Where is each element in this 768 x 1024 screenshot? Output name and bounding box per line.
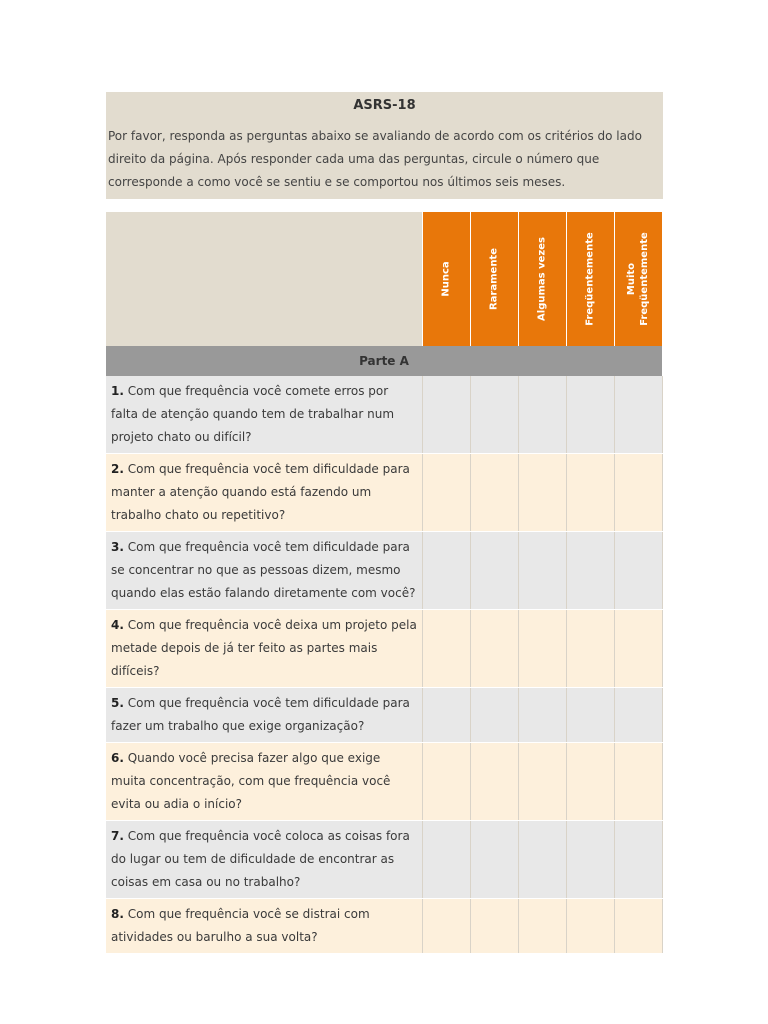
- column-label: Raramente: [488, 248, 500, 311]
- answer-cell[interactable]: [422, 743, 470, 821]
- question-text: Com que frequência você deixa um projeto pela metade depois de já ter feito as partes mais difíceis?: [111, 618, 417, 678]
- answer-cell[interactable]: [470, 532, 518, 610]
- question-cell: [106, 610, 422, 688]
- answer-cell[interactable]: [518, 376, 566, 454]
- column-header-muito-frequentemente: [614, 212, 662, 346]
- answer-cell[interactable]: [566, 821, 614, 899]
- answer-cell[interactable]: [518, 688, 566, 743]
- question-number: 6.: [111, 751, 124, 765]
- questionnaire-table: [106, 212, 663, 954]
- answer-cell[interactable]: [422, 532, 470, 610]
- answer-cell[interactable]: [614, 743, 662, 821]
- question-number: 1.: [111, 384, 124, 398]
- answer-cell[interactable]: [422, 688, 470, 743]
- header-row: [106, 212, 662, 346]
- column-header-frequentemente: [566, 212, 614, 346]
- question-number: 5.: [111, 696, 124, 710]
- table-row: [106, 899, 662, 954]
- question-cell: [106, 821, 422, 899]
- question-cell: [106, 376, 422, 454]
- question-cell: [106, 899, 422, 954]
- column-label: Muito Freqüentemente: [626, 232, 650, 326]
- answer-cell[interactable]: [614, 376, 662, 454]
- question-number: 3.: [111, 540, 124, 554]
- answer-cell[interactable]: [518, 454, 566, 532]
- instructions-text: Por favor, responda as perguntas abaixo se avaliando de acordo com os critérios do lado direito da página. Após responder cada uma das perguntas, circule o número que corresponde a como você se sentiu e se comportou nos últimos seis meses.: [108, 129, 642, 189]
- column-header-algumas-vezes: [518, 212, 566, 346]
- question-cell: [106, 532, 422, 610]
- answer-cell[interactable]: [614, 454, 662, 532]
- answer-cell[interactable]: [518, 899, 566, 954]
- section-row: [106, 346, 662, 376]
- column-label: Algumas vezes: [536, 237, 548, 321]
- section-title: Parte A: [106, 346, 662, 376]
- column-label: Freqüentemente: [584, 232, 596, 326]
- answer-cell[interactable]: [566, 688, 614, 743]
- table-row: [106, 454, 662, 532]
- column-label: Nunca: [440, 261, 452, 297]
- question-number: 4.: [111, 618, 124, 632]
- answer-cell[interactable]: [614, 899, 662, 954]
- instructions-box: [106, 92, 663, 199]
- question-cell: [106, 743, 422, 821]
- answer-cell[interactable]: [614, 821, 662, 899]
- answer-cell[interactable]: [470, 743, 518, 821]
- answer-cell[interactable]: [470, 376, 518, 454]
- answer-cell[interactable]: [470, 610, 518, 688]
- table-row: [106, 743, 662, 821]
- answer-cell[interactable]: [470, 821, 518, 899]
- answer-cell[interactable]: [518, 532, 566, 610]
- answer-cell[interactable]: [470, 454, 518, 532]
- question-number: 8.: [111, 907, 124, 921]
- table-row: [106, 610, 662, 688]
- answer-cell[interactable]: [614, 532, 662, 610]
- column-header-nunca: [422, 212, 470, 346]
- answer-cell[interactable]: [422, 899, 470, 954]
- answer-cell[interactable]: [566, 532, 614, 610]
- question-text: Com que frequência você comete erros por falta de atenção quando tem de trabalhar num projeto chato ou difícil?: [111, 384, 395, 444]
- table-row: [106, 821, 662, 899]
- question-number: 2.: [111, 462, 124, 476]
- answer-cell[interactable]: [422, 376, 470, 454]
- question-text: Com que frequência você coloca as coisas fora do lugar ou tem de dificuldade de encontrar as coisas em casa ou no trabalho?: [111, 829, 410, 889]
- form-title: ASRS-18: [353, 98, 416, 113]
- question-text: Com que frequência você tem dificuldade para manter a atenção quando está fazendo um trabalho chato ou repetitivo?: [111, 462, 410, 522]
- table-row: [106, 688, 662, 743]
- answer-cell[interactable]: [566, 743, 614, 821]
- answer-cell[interactable]: [518, 610, 566, 688]
- question-cell: [106, 688, 422, 743]
- answer-cell[interactable]: [614, 688, 662, 743]
- answer-cell[interactable]: [470, 688, 518, 743]
- answer-cell[interactable]: [518, 743, 566, 821]
- answer-cell[interactable]: [614, 610, 662, 688]
- question-text: Com que frequência você tem dificuldade para fazer um trabalho que exige organização?: [111, 696, 410, 733]
- answer-cell[interactable]: [566, 454, 614, 532]
- answer-cell[interactable]: [470, 899, 518, 954]
- question-text: Com que frequência você tem dificuldade para se concentrar no que as pessoas dizem, mesmo quando elas estão falando diretamente com você?: [111, 540, 416, 600]
- answer-cell[interactable]: [422, 454, 470, 532]
- answer-cell[interactable]: [422, 610, 470, 688]
- header-blank-cell: [106, 212, 422, 346]
- answer-cell[interactable]: [566, 376, 614, 454]
- question-text: Com que frequência você se distrai com atividades ou barulho a sua volta?: [111, 907, 370, 944]
- answer-cell[interactable]: [518, 821, 566, 899]
- answer-cell[interactable]: [422, 821, 470, 899]
- table-row: [106, 376, 662, 454]
- column-header-raramente: [470, 212, 518, 346]
- question-number: 7.: [111, 829, 124, 843]
- answer-cell[interactable]: [566, 610, 614, 688]
- answer-cell[interactable]: [566, 899, 614, 954]
- question-cell: [106, 454, 422, 532]
- question-text: Quando você precisa fazer algo que exige muita concentração, com que frequência você evita ou adia o início?: [111, 751, 391, 811]
- table-row: [106, 532, 662, 610]
